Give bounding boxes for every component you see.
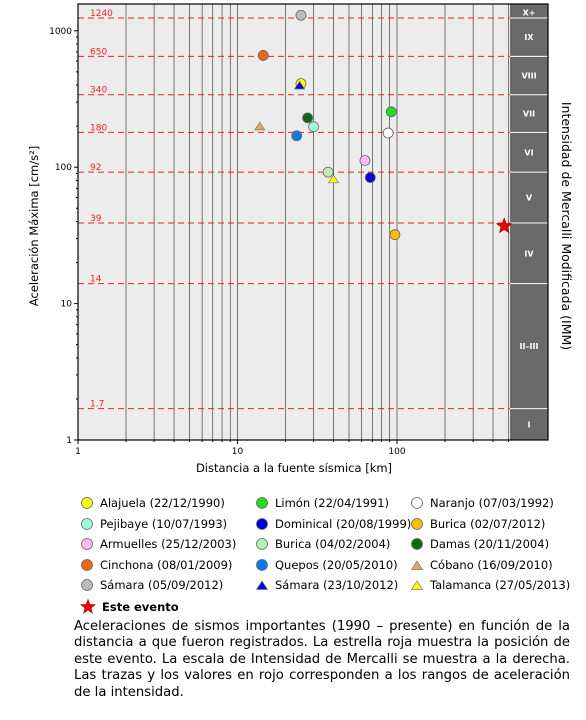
mercalli-band-label: IX	[524, 33, 534, 43]
legend-label: Naranjo (07/03/1992)	[430, 496, 554, 510]
legend-item	[410, 558, 553, 572]
legend-label: Cóbano (16/09/2010)	[430, 557, 553, 572]
x-axis-label: Distancia a la fuente sísmica [km]	[195, 461, 393, 475]
legend-item	[255, 496, 389, 510]
legend-label: Sámara (05/09/2012)	[100, 578, 224, 592]
data-point	[386, 107, 396, 117]
legend-marker	[412, 518, 423, 529]
mercalli-band-label: VI	[524, 148, 534, 158]
legend-marker-icon	[80, 496, 94, 510]
legend-label: Este evento	[102, 599, 179, 614]
data-point	[258, 50, 268, 60]
acceleration-level-label: 650	[90, 47, 108, 58]
y-tick-label: 1	[66, 436, 72, 446]
legend-marker	[81, 599, 95, 613]
mercalli-band-label: X+	[522, 8, 536, 18]
mercalli-band-label: II–III	[519, 342, 539, 352]
legend-item	[255, 578, 398, 592]
legend-item	[410, 537, 549, 551]
x-tick-label: 100	[388, 447, 406, 457]
mercalli-band-label: VII	[522, 109, 536, 119]
legend-label: Alajuela (22/12/1990)	[100, 496, 225, 510]
legend-marker-icon	[80, 537, 94, 551]
legend-marker-icon	[255, 517, 269, 531]
legend-marker-icon	[410, 578, 424, 592]
legend-marker-icon	[410, 558, 424, 572]
data-point	[360, 155, 370, 165]
legend-item	[410, 517, 545, 531]
legend-marker-icon	[80, 558, 94, 572]
plot-area	[78, 4, 548, 440]
legend-marker-icon	[410, 537, 424, 551]
mercalli-panel-bg	[510, 4, 548, 440]
data-point	[303, 113, 313, 123]
data-point	[309, 122, 319, 132]
star-icon	[80, 599, 96, 615]
legend-marker-icon	[80, 517, 94, 531]
legend-label: Sámara (23/10/2012)	[275, 578, 399, 592]
legend-label: Cinchona (08/01/2009)	[100, 557, 233, 572]
data-point	[383, 128, 393, 138]
legend-marker	[412, 561, 423, 569]
x-axis-ticks	[75, 440, 508, 457]
acceleration-level-label: 340	[90, 85, 108, 96]
legend-marker	[82, 518, 93, 529]
legend-label: Limón (22/04/1991)	[275, 496, 390, 510]
data-point	[323, 167, 333, 177]
legend-marker-icon	[80, 578, 94, 592]
y-axis-label: Aceleración Máxima [cm/s²]	[27, 145, 41, 307]
legend-item	[255, 558, 398, 572]
legend-label: Quepos (20/05/2010)	[275, 557, 398, 572]
data-point	[296, 10, 306, 20]
legend-label: Burica (02/07/2012)	[430, 516, 546, 531]
mercalli-axis-label: Intensidad de Mercalli Modificada (IMM)	[559, 101, 574, 351]
legend-marker	[82, 580, 93, 591]
legend-item	[80, 578, 223, 592]
x-tick-label: 1	[75, 447, 81, 457]
legend-item	[80, 496, 225, 510]
legend-marker	[82, 539, 93, 550]
figure-caption: Aceleraciones de sismos importantes (1990 – presente) en función de la distancia a que fueron registrados. La estrella roja muestra la posición de este evento. La escala de Intensidad de Mercalli se muestra a la derecha. Las trazas y los valores en rojo corresponden a los rangos de aceleración de la intensidad.	[74, 619, 570, 700]
legend-marker-icon	[410, 517, 424, 531]
legend-marker	[412, 539, 423, 550]
legend-item	[255, 517, 411, 531]
mercalli-band-label: IV	[524, 249, 534, 259]
legend-marker	[82, 559, 93, 570]
legend-label: Damas (20/11/2004)	[430, 537, 550, 551]
legend-item	[410, 578, 570, 592]
legend-label: Pejibaye (10/07/1993)	[100, 516, 228, 531]
mercalli-band-label: VIII	[521, 71, 537, 81]
legend-item	[80, 537, 236, 551]
acceleration-level-label: 1.7	[90, 399, 105, 410]
legend-marker	[257, 581, 268, 589]
legend-marker	[257, 539, 268, 550]
y-axis-ticks	[49, 27, 78, 446]
legend-marker	[257, 498, 268, 509]
mercalli-band-label: V	[525, 193, 533, 203]
mercalli-band-label: I	[527, 420, 531, 430]
legend-label: Dominical (20/08/1999)	[275, 516, 412, 531]
acceleration-level-label: 92	[90, 163, 102, 174]
legend-marker	[257, 559, 268, 570]
legend-item	[410, 496, 554, 510]
acceleration-level-label: 39	[90, 213, 102, 224]
legend-item	[80, 517, 227, 531]
data-point	[292, 131, 302, 141]
y-tick-label: 10	[60, 299, 72, 310]
acceleration-level-label: 1240	[90, 9, 113, 20]
legend-marker-icon	[255, 558, 269, 572]
acceleration-level-label: 14	[90, 274, 102, 285]
legend-marker	[412, 498, 423, 509]
legend-item-event	[80, 599, 179, 615]
y-tick-label: 100	[54, 163, 72, 174]
legend-label: Armuelles (25/12/2003)	[100, 537, 237, 551]
data-point	[390, 230, 400, 240]
mercalli-scale-panel	[510, 4, 548, 440]
legend-marker-icon	[255, 537, 269, 551]
legend-label: Burica (04/02/2004)	[275, 537, 391, 551]
x-tick-label: 10	[231, 447, 244, 457]
legend-item	[255, 537, 390, 551]
legend-marker	[257, 518, 268, 529]
legend-marker-icon	[410, 496, 424, 510]
legend-label: Talamanca (27/05/2013)	[430, 578, 571, 592]
legend-marker-icon	[255, 496, 269, 510]
legend-marker	[412, 581, 423, 589]
y-tick-label: 1000	[49, 26, 72, 37]
legend-marker-icon	[255, 578, 269, 592]
data-point	[365, 173, 375, 183]
acceleration-level-label: 180	[90, 123, 108, 134]
legend-marker	[82, 498, 93, 509]
legend-item	[80, 558, 232, 572]
